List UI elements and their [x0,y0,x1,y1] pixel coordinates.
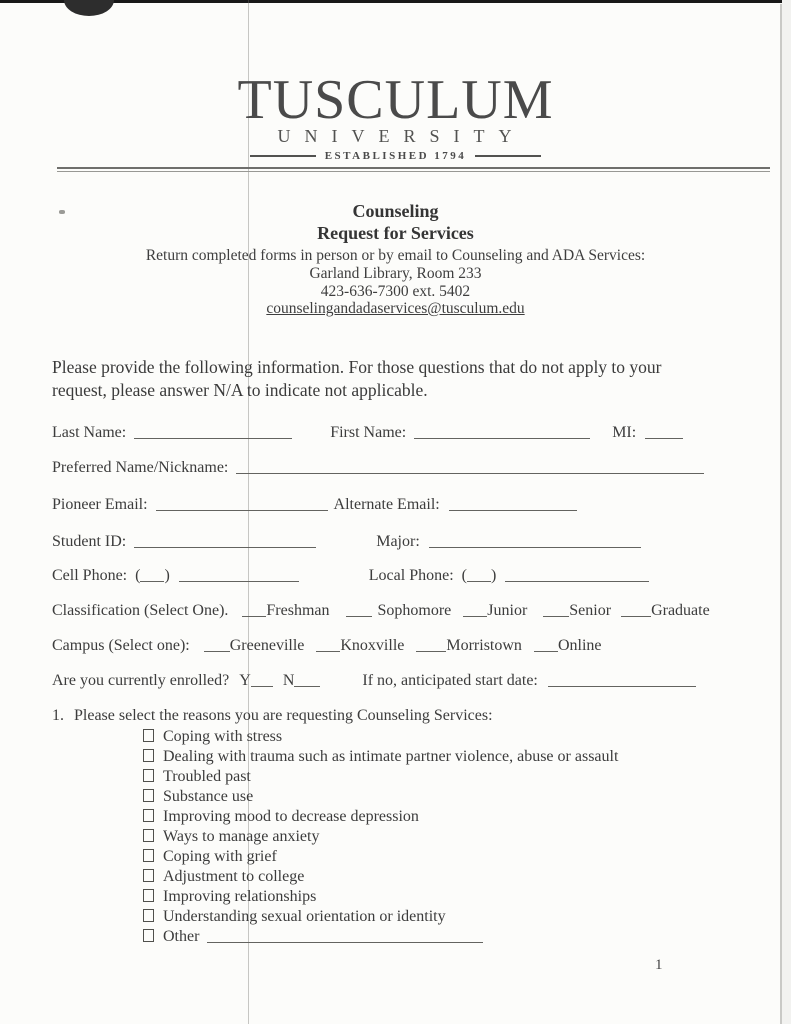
first-name-blank [414,425,590,439]
other-reason-blank [207,929,483,943]
office-phone: 423-636-7300 ext. 5402 [320,283,471,300]
campus-option-morristown: Morristown [446,637,522,654]
preferred-name-row [52,459,704,477]
reason-label: Ways to manage anxiety [163,828,320,845]
reason-label: Coping with grief [163,848,277,865]
student-id-blank [134,534,316,548]
local-area-blank [467,568,491,582]
mi-label: MI: [612,424,637,441]
enrolled-no-blank [294,673,320,687]
scan-blob-artifact [64,0,114,16]
reason-label: Coping with stress [163,728,283,745]
last-name-blank [134,425,292,439]
logo-left-rule [250,155,316,157]
question-1 [52,707,493,725]
campus-option-online: Online [557,637,602,654]
checkbox-icon [143,909,154,922]
reason-label: Substance use [163,788,254,805]
checkbox-icon [143,849,154,862]
campus-option-greeneville: Greeneville [229,637,305,654]
reason-label: Understanding sexual orientation or identity [163,908,446,925]
reason-label: Improving mood to decrease depression [163,808,419,825]
office-email-link: counselingandadaservices@tusculum.edu [266,300,525,317]
first-name-label: First Name: [330,424,407,441]
campus-blank [416,638,446,652]
reason-option-improving-mood [143,807,618,827]
logo-wordmark: TUSCULUM [237,69,554,131]
office-location: Garland Library, Room 233 [309,265,482,282]
local-phone-label: Local Phone: [368,567,454,584]
last-name-label: Last Name: [52,424,127,441]
cell-area-paren-close: ) [164,567,170,584]
cell-area-blank [140,568,164,582]
question-1-number: 1. [52,707,64,724]
logo-established-line [0,150,791,162]
checkbox-icon [143,789,154,802]
campus-blank [534,638,558,652]
checkbox-icon [143,869,154,882]
office-email-line [0,300,791,318]
question-1-prompt: Please select the reasons you are requesting Counseling Services: [74,707,493,724]
classification-option-graduate: Graduate [651,602,710,619]
pioneer-email-blank [156,497,328,511]
reason-option-sexual-orientation-identity [143,907,618,927]
pioneer-email-label: Pioneer Email: [52,496,148,513]
intro-paragraph: Please provide the following information. For those questions that do not apply to your request, please answer N/A to indicate not applicable. [52,357,662,400]
form-title: Counseling [352,201,439,221]
enrolled-yes-blank [251,673,273,687]
page-number: 1 [655,957,663,973]
checkbox-icon [143,769,154,782]
campus-label: Campus (Select one): [52,637,190,654]
reason-option-substance-use [143,787,618,807]
enrolled-row [52,672,696,690]
preferred-name-blank [236,460,704,474]
reason-option-other [143,927,618,947]
enrolled-no-label: N [282,672,295,689]
classification-option-junior: Junior [487,602,528,619]
campus-blank [204,638,230,652]
classification-blank [463,603,487,617]
local-area-paren-open: ( [461,567,467,584]
reasons-checkbox-list [143,727,618,947]
email-row [52,496,577,514]
form-subtitle: Request for Services [317,223,474,243]
reason-label: Troubled past [163,768,251,785]
reason-option-adjustment-to-college [143,867,618,887]
checkbox-icon [143,809,154,822]
logo-university-text: UNIVERSITY [277,126,526,146]
reason-option-troubled-past [143,767,618,787]
logo-right-rule [475,155,541,157]
reason-label: Adjustment to college [163,868,305,885]
start-date-label: If no, anticipated start date: [362,672,538,689]
logo-established-text: ESTABLISHED 1794 [324,150,467,162]
major-label: Major: [376,533,420,550]
name-row [52,424,683,442]
student-id-label: Student ID: [52,533,127,550]
cell-area-paren-open: ( [135,567,141,584]
checkbox-icon [143,829,154,842]
enrolled-question-label: Are you currently enrolled? [52,672,230,689]
checkbox-icon [143,889,154,902]
local-phone-blank [505,568,649,582]
phone-row [52,567,649,585]
header-divider-rule [57,167,770,172]
campus-option-knoxville: Knoxville [340,637,405,654]
reason-option-improving-relationships [143,887,618,907]
checkbox-icon [143,749,154,762]
major-blank [429,534,641,548]
classification-label: Classification (Select One). [52,602,229,619]
preferred-name-label: Preferred Name/Nickname: [52,459,229,476]
reason-option-dealing-with-trauma [143,747,618,767]
start-date-blank [548,673,696,687]
checkbox-icon [143,729,154,742]
reason-option-coping-with-stress [143,727,618,747]
classification-option-freshman: Freshman [266,602,330,619]
mi-blank [645,425,683,439]
return-instructions: Return completed forms in person or by email to Counseling and ADA Services: [145,247,646,264]
classification-blank [346,603,372,617]
classification-option-senior: Senior [569,602,612,619]
reason-option-coping-with-grief [143,847,618,867]
classification-option-sophomore: Sophomore [377,602,452,619]
campus-row [52,637,601,655]
classification-blank [543,603,569,617]
classification-blank [242,603,266,617]
enrolled-yes-label: Y [239,672,251,689]
reason-label: Improving relationships [163,888,317,905]
university-logo [0,69,791,162]
classification-blank [621,603,651,617]
cell-phone-label: Cell Phone: [52,567,128,584]
reason-label: Dealing with trauma such as intimate partner violence, abuse or assault [163,748,619,765]
campus-blank [316,638,340,652]
checkbox-icon [143,929,154,942]
alternate-email-blank [449,497,577,511]
scan-top-edge-artifact [0,0,791,3]
cell-phone-blank [179,568,299,582]
classification-row [52,602,710,620]
alternate-email-label: Alternate Email: [333,496,440,513]
local-area-paren-close: ) [490,567,497,584]
id-major-row [52,533,641,551]
reason-option-manage-anxiety [143,827,618,847]
reason-label: Other [163,928,200,945]
